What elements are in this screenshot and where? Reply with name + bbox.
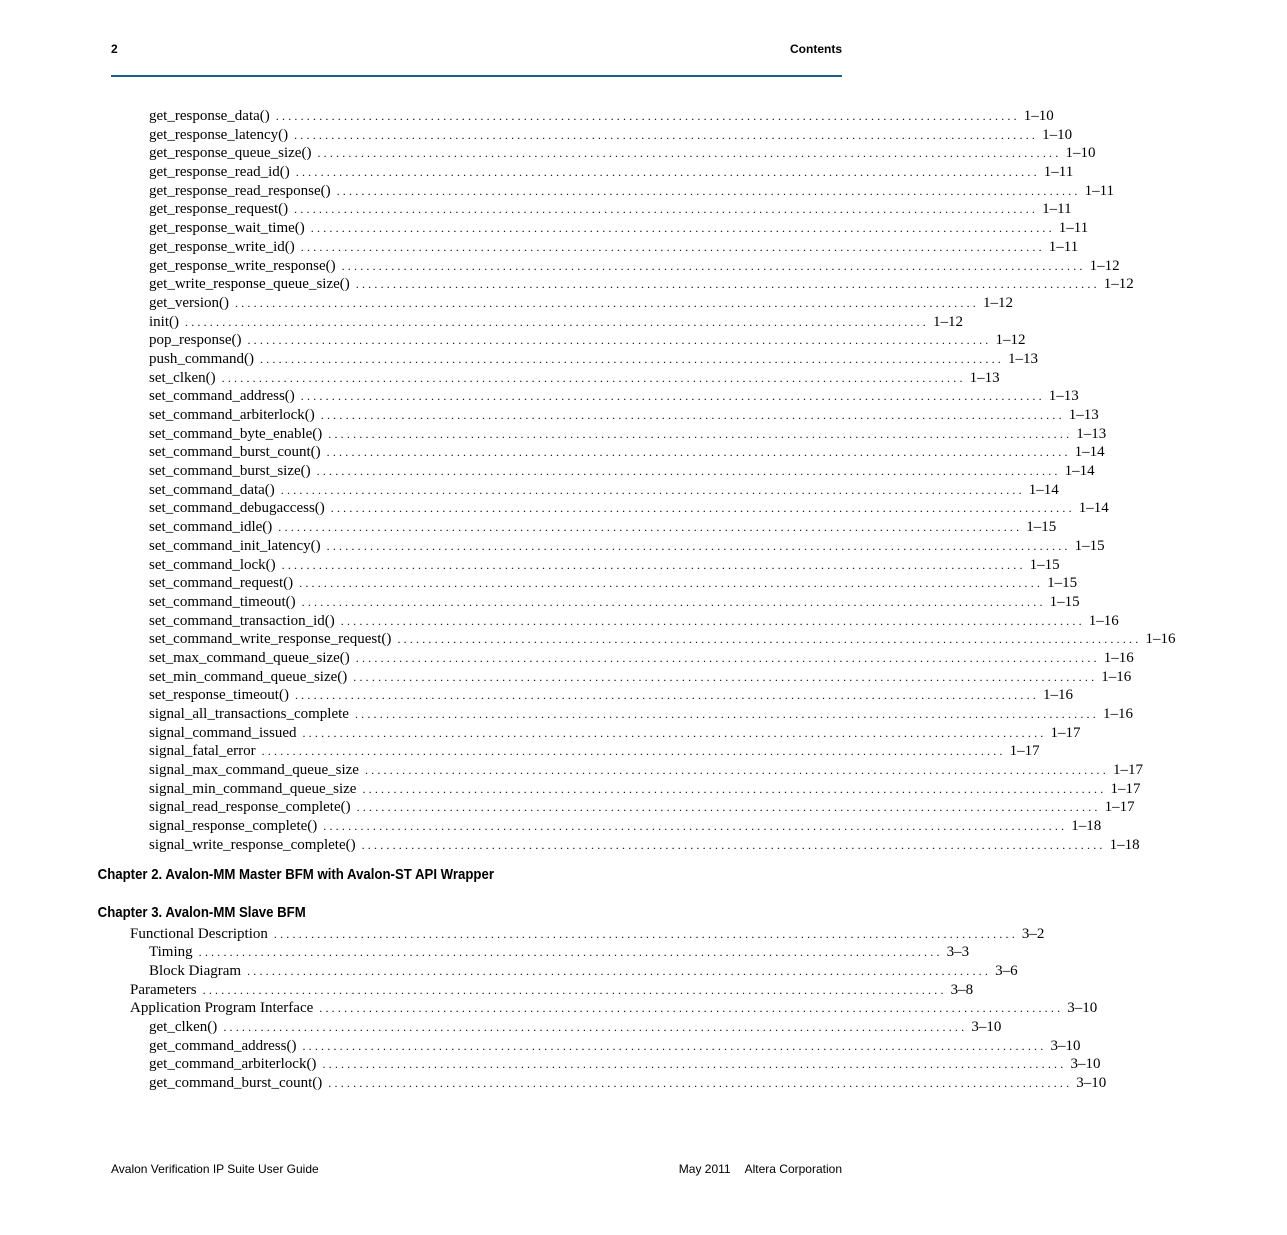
toc-entry-page: 1–18: [1109, 836, 1140, 853]
toc-entry[interactable]: [0, 1037, 1081, 1057]
toc-leader-dots: ........................................................................................................................: [336, 183, 1081, 198]
toc-leader-dots: ........................................................................................................................: [326, 538, 1071, 553]
toc-entry[interactable]: [0, 257, 1120, 277]
toc-section-chapter3: [0, 925, 1107, 1094]
toc-entry-title: init(): [149, 313, 179, 330]
toc-entry-page: 1–17: [1050, 724, 1081, 741]
toc-entry[interactable]: [0, 743, 1040, 762]
toc-entry[interactable]: [0, 799, 1135, 818]
toc-entry[interactable]: [0, 593, 1080, 613]
toc-leader-dots: ........................................................................................................................: [326, 445, 1071, 460]
toc-entry[interactable]: [0, 388, 1079, 407]
toc-entry[interactable]: [0, 836, 1140, 856]
toc-entry[interactable]: [0, 238, 1079, 258]
toc-entry[interactable]: [0, 220, 1089, 239]
toc-leader-dots: ........................................................................................................................: [301, 594, 1046, 609]
toc-entry-page: 1–16: [1102, 706, 1133, 722]
toc-leader-dots: ........................................................................................................................: [299, 576, 1044, 591]
footer-guide-title: Avalon Verification IP Suite User Guide: [111, 1162, 319, 1176]
toc-entry[interactable]: [0, 332, 1026, 351]
toc-entry[interactable]: [0, 276, 1134, 295]
toc-leader-dots: ........................................................................................................................: [302, 725, 1047, 740]
toc-entry-title: get_clken(): [149, 1018, 218, 1035]
toc-entry-title: get_command_burst_count(): [149, 1075, 323, 1091]
toc-entry-page: 1–13: [1007, 350, 1038, 367]
toc-leader-dots: ........................................................................................................................: [322, 1057, 1067, 1072]
toc-entry-title: set_command_burst_size(): [149, 463, 311, 480]
toc-entry-title: get_response_read_response(): [149, 182, 331, 199]
toc-entry-page: 1–14: [1078, 500, 1109, 517]
toc-entry[interactable]: [0, 687, 1073, 706]
toc-entry-page: 3–10: [1050, 1037, 1081, 1054]
toc-entry-title: set_command_burst_count(): [149, 444, 321, 461]
toc-entry[interactable]: [0, 556, 1060, 576]
toc-entry[interactable]: [0, 1018, 1002, 1038]
toc-entry-page: 1–10: [1065, 145, 1096, 162]
toc-entry[interactable]: [0, 631, 1176, 650]
header-rule: [111, 75, 842, 77]
toc-entry-page: 3–8: [950, 981, 974, 998]
toc-entry-page: 1–13: [1048, 388, 1079, 405]
toc-entry-page: 1–14: [1028, 481, 1059, 498]
toc-entry-title: push_command(): [149, 350, 254, 367]
toc-leader-dots: ........................................................................................................................: [330, 501, 1075, 516]
toc-leader-dots: ........................................................................................................................: [295, 165, 1040, 180]
toc-leader-dots: ........................................................................................................................: [280, 482, 1025, 497]
toc-entry-title: signal_response_complete(): [149, 818, 318, 835]
toc-entry[interactable]: [0, 369, 1000, 389]
toc-entry-title: get_response_request(): [149, 201, 289, 218]
toc-leader-dots: ........................................................................................................................: [328, 1076, 1073, 1090]
toc-leader-dots: ........................................................................................................................: [198, 945, 943, 960]
toc-entry[interactable]: [0, 145, 1096, 164]
toc-leader-dots: ........................................................................................................................: [281, 557, 1026, 572]
toc-leader-dots: ........................................................................................................................: [234, 295, 979, 310]
toc-entry-title: signal_command_issued: [149, 724, 297, 741]
toc-entry[interactable]: [0, 724, 1081, 744]
toc-entry-title: Block Diagram: [149, 962, 242, 979]
toc-entry[interactable]: [0, 762, 1143, 781]
toc-entry[interactable]: [0, 182, 1115, 202]
toc-entry-title: get_response_write_id(): [149, 238, 295, 255]
toc-entry-title: signal_write_response_complete(): [149, 836, 356, 853]
toc-leader-dots: ........................................................................................................................: [247, 963, 992, 978]
toc-entry-title: set_clken(): [149, 369, 216, 386]
running-header-title: Contents: [790, 42, 842, 56]
toc-entry-page: 1–10: [1023, 108, 1054, 124]
toc-leader-dots: ........................................................................................................................: [356, 800, 1101, 815]
toc-entry-title: signal_all_transactions_complete: [149, 706, 349, 722]
toc-entry-page: 3–3: [946, 944, 970, 961]
toc-entry-title: get_version(): [149, 294, 229, 311]
toc-section-chapter1: [0, 108, 1176, 856]
toc-leader-dots: ........................................................................................................................: [340, 613, 1085, 628]
footer-company: Altera Corporation: [744, 1162, 842, 1176]
toc-entry-title: get_response_queue_size(): [149, 145, 312, 162]
toc-entry-page: 1–11: [1042, 201, 1072, 218]
toc-entry[interactable]: [0, 350, 1038, 370]
toc-entry[interactable]: [0, 201, 1072, 220]
toc-leader-dots: ........................................................................................................................: [316, 464, 1061, 479]
toc-entry-page: 1–13: [969, 369, 1000, 386]
toc-entry-title: set_command_timeout(): [149, 593, 296, 610]
toc-entry-title: set_command_byte_enable(): [149, 425, 323, 442]
toc-entry-page: 1–10: [1042, 126, 1073, 143]
toc-entry[interactable]: [0, 981, 974, 1001]
toc-entry[interactable]: [0, 444, 1105, 463]
toc-entry[interactable]: [0, 126, 1073, 146]
toc-entry-title: get_response_read_id(): [149, 164, 290, 181]
toc-entry-page: 3–10: [1070, 1056, 1101, 1073]
toc-leader-dots: ........................................................................................................................: [323, 819, 1068, 834]
toc-entry[interactable]: [0, 481, 1059, 501]
toc-entry-title: get_response_data(): [149, 108, 270, 124]
toc-entry-page: 1–13: [1068, 407, 1099, 423]
toc-entry[interactable]: [0, 463, 1095, 482]
toc-entry-page: 1–16: [1101, 668, 1132, 685]
toc-entry[interactable]: [0, 706, 1133, 725]
toc-entry-page: 1–15: [1047, 575, 1078, 592]
toc-leader-dots: ........................................................................................................................: [273, 926, 1018, 941]
toc-entry-title: set_command_init_latency(): [149, 537, 321, 554]
toc-entry-page: 1–15: [1074, 537, 1105, 554]
toc-entry-page: 3–10: [1067, 1000, 1098, 1017]
toc-entry-page: 1–12: [1089, 257, 1120, 274]
toc-entry[interactable]: [0, 500, 1109, 519]
toc-entry-page: 3–10: [1076, 1075, 1107, 1091]
toc-entry-page: 1–14: [1064, 463, 1095, 480]
toc-leader-dots: ........................................................................................................................: [328, 426, 1073, 441]
toc-leader-dots: ........................................................................................................................: [362, 781, 1107, 796]
toc-entry[interactable]: [0, 537, 1105, 557]
toc-entry-title: get_command_arbiterlock(): [149, 1056, 317, 1073]
toc-leader-dots: ........................................................................................................................: [319, 1001, 1064, 1016]
toc-entry-page: 3–6: [995, 962, 1018, 979]
toc-entry[interactable]: [0, 407, 1099, 426]
toc-entry[interactable]: [0, 294, 1013, 314]
toc-leader-dots: ........................................................................................................................: [354, 707, 1099, 721]
toc-entry-page: 1–15: [1049, 593, 1080, 610]
footer-right: [665, 1162, 842, 1176]
toc-entry-title: set_max_command_queue_size(): [149, 649, 350, 666]
toc-entry[interactable]: [0, 925, 1045, 945]
toc-entry-page: 1–16: [1088, 612, 1119, 629]
chapter-3-heading[interactable]: Chapter 3. Avalon-MM Slave BFM: [97, 903, 306, 921]
toc-entry-title: get_response_write_response(): [149, 257, 336, 274]
toc-entry-title: set_command_transaction_id(): [149, 612, 335, 629]
toc-entry-page: 1–16: [1103, 649, 1134, 666]
toc-entry[interactable]: [0, 519, 1057, 538]
toc-entry[interactable]: [0, 575, 1078, 594]
toc-leader-dots: ........................................................................................................................: [317, 146, 1062, 161]
page-number: 2: [111, 42, 118, 56]
toc-entry-title: pop_response(): [149, 332, 242, 349]
toc-entry-page: 1–11: [1084, 182, 1115, 199]
toc-leader-dots: ........................................................................................................................: [202, 982, 947, 997]
toc-leader-dots: ........................................................................................................................: [223, 1019, 968, 1034]
toc-entry-page: 1–13: [1076, 425, 1107, 442]
toc-entry[interactable]: [0, 649, 1134, 669]
toc-entry-page: 1–16: [1145, 631, 1176, 648]
toc-entry-title: signal_max_command_queue_size: [149, 762, 359, 779]
toc-entry[interactable]: [0, 668, 1132, 688]
toc-entry-page: 1–11: [1048, 238, 1079, 255]
toc-entry-page: 1–11: [1058, 220, 1089, 237]
toc-entry[interactable]: [0, 780, 1141, 800]
toc-entry-title: get_write_response_queue_size(): [149, 276, 350, 293]
toc-leader-dots: ........................................................................................................................: [361, 837, 1106, 852]
toc-leader-dots: ........................................................................................................................: [320, 408, 1065, 422]
toc-leader-dots: ........................................................................................................................: [300, 239, 1045, 254]
toc-entry-title: Timing: [149, 944, 193, 961]
toc-entry-title: set_command_lock(): [149, 556, 276, 573]
toc-entry-title: set_command_data(): [149, 481, 275, 498]
toc-leader-dots: ........................................................................................................................: [300, 389, 1045, 404]
toc-entry-title: set_command_write_response_request(): [149, 631, 392, 648]
toc-entry-page: 1–17: [1009, 743, 1040, 760]
toc-entry-title: get_response_latency(): [149, 126, 289, 143]
toc-entry-title: set_command_request(): [149, 575, 294, 592]
toc-entry-page: 1–14: [1074, 444, 1105, 461]
toc-leader-dots: ........................................................................................................................: [278, 520, 1023, 535]
toc-entry-page: 1–12: [1103, 276, 1134, 293]
toc-entry-page: 1–12: [933, 313, 963, 330]
toc-entry-page: 1–15: [1026, 519, 1057, 536]
toc-leader-dots: ........................................................................................................................: [397, 632, 1142, 647]
toc-entry[interactable]: [0, 425, 1107, 445]
chapter-2-heading[interactable]: Chapter 2. Avalon-MM Master BFM with Avalon-ST API Wrapper: [97, 865, 494, 883]
toc-entry[interactable]: [0, 313, 963, 333]
toc-entry-page: 1–17: [1110, 780, 1141, 797]
toc-entry-page: 1–12: [995, 332, 1026, 349]
toc-entry[interactable]: [0, 612, 1119, 632]
toc-entry-page: 1–16: [1042, 687, 1073, 704]
footer-date: May 2011: [678, 1162, 731, 1176]
toc-leader-dots: ........................................................................................................................: [364, 763, 1109, 778]
toc-entry-title: signal_fatal_error: [149, 743, 256, 760]
toc-entry-page: 1–15: [1029, 556, 1060, 573]
toc-entry[interactable]: [0, 944, 970, 963]
toc-entry-page: 1–17: [1112, 762, 1143, 779]
toc-entry[interactable]: [0, 108, 1054, 127]
toc-entry[interactable]: [0, 818, 1102, 837]
toc-leader-dots: ........................................................................................................................: [355, 277, 1100, 292]
toc-entry-page: 3–10: [971, 1018, 1002, 1035]
toc-leader-dots: ........................................................................................................................: [247, 333, 992, 348]
toc-entry-page: 3–2: [1021, 925, 1045, 942]
toc-entry[interactable]: [0, 1075, 1107, 1094]
toc-leader-dots: ........................................................................................................................: [341, 258, 1086, 273]
toc-entry-page: 1–11: [1043, 164, 1074, 181]
toc-leader-dots: ........................................................................................................................: [294, 688, 1039, 703]
toc-leader-dots: ........................................................................................................................: [275, 109, 1020, 123]
toc-entry-title: set_command_debugaccess(): [149, 500, 325, 517]
toc-leader-dots: ........................................................................................................................: [259, 351, 1004, 366]
toc-entry-title: set_command_arbiterlock(): [149, 407, 315, 423]
table-of-contents: [0, 108, 1176, 1094]
toc-entry-title: set_response_timeout(): [149, 687, 289, 704]
toc-leader-dots: ........................................................................................................................: [185, 314, 929, 329]
toc-leader-dots: ........................................................................................................................: [294, 127, 1039, 142]
toc-entry-title: get_command_address(): [149, 1037, 297, 1054]
toc-entry-page: 1–17: [1104, 799, 1135, 816]
toc-entry-title: set_command_address(): [149, 388, 295, 405]
toc-entry-page: 1–18: [1071, 818, 1102, 835]
toc-leader-dots: ........................................................................................................................: [294, 202, 1039, 217]
toc-entry-page: 1–12: [982, 294, 1013, 311]
toc-entry[interactable]: [0, 962, 1018, 982]
toc-leader-dots: ........................................................................................................................: [221, 370, 966, 385]
toc-entry[interactable]: [0, 1000, 1098, 1019]
toc-leader-dots: ........................................................................................................................: [302, 1038, 1047, 1053]
toc-entry-title: Parameters: [130, 981, 197, 998]
toc-leader-dots: ........................................................................................................................: [355, 650, 1100, 665]
toc-leader-dots: ........................................................................................................................: [353, 669, 1098, 684]
toc-entry-title: set_command_idle(): [149, 519, 273, 536]
toc-leader-dots: ........................................................................................................................: [310, 221, 1055, 236]
toc-leader-dots: ........................................................................................................................: [261, 744, 1006, 759]
toc-entry-title: Application Program Interface: [130, 1000, 314, 1017]
toc-entry-title: signal_min_command_queue_size: [149, 780, 357, 797]
toc-entry-title: Functional Description: [130, 925, 268, 942]
toc-entry-title: set_min_command_queue_size(): [149, 668, 348, 685]
toc-entry[interactable]: [0, 164, 1074, 183]
toc-entry[interactable]: [0, 1056, 1101, 1075]
toc-entry-title: get_response_wait_time(): [149, 220, 305, 237]
toc-entry-title: signal_read_response_complete(): [149, 799, 351, 816]
